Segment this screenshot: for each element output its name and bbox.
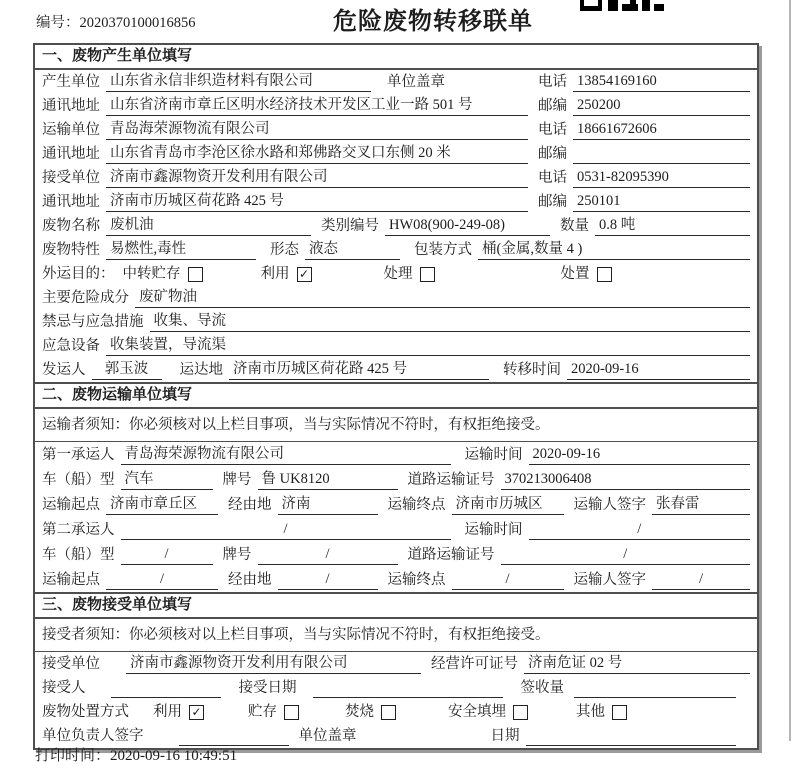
route2-end-value: /: [452, 570, 564, 590]
row-equipment: [35, 334, 757, 358]
purpose-utilize-label: 利用: [260, 266, 290, 282]
receiver-label: 接受单位: [42, 170, 100, 186]
row-vehicle1: [35, 467, 757, 492]
print-time-label: 打印时间：: [35, 748, 111, 764]
disposal-option-other: [576, 703, 627, 722]
waste-code-label: 类别编号: [321, 218, 379, 234]
vehicle2-value: /: [121, 545, 213, 565]
disposal-other-checkbox: [612, 705, 627, 720]
serial-label: 编号：: [36, 15, 80, 31]
acceptor-value: [111, 679, 221, 698]
receiver-address-value: 济南市历城区荷花路 425 号: [106, 192, 528, 212]
disposal-option-incinerate: [345, 703, 396, 722]
unit-stamp-label: 单位盖章: [298, 728, 357, 744]
receive-permit-label: 经营许可证号: [431, 656, 518, 672]
purpose-option-treat: [384, 265, 435, 284]
route2-via-value: /: [278, 570, 378, 590]
hazard-label: 主要危险成分: [42, 290, 129, 306]
waste-form-label: 形态: [270, 242, 299, 258]
acceptor-label: 接受人: [42, 680, 86, 696]
row-measures: [35, 310, 757, 334]
producer-phone-value: 13854169160: [573, 72, 750, 92]
waste-props-label: 废物特性: [42, 242, 100, 258]
route2-end-label: 运输终点: [387, 572, 446, 588]
row-dispatch: [35, 358, 757, 382]
row-vehicle2: [35, 542, 757, 567]
receiver-phone-value: 0531-82095390: [573, 168, 750, 188]
serial-value: 2020370100016856: [79, 15, 196, 31]
vehicle1-label: 车（船）型: [42, 472, 115, 488]
row-receiver: [35, 166, 757, 190]
disposal-incinerate-checkbox: [381, 705, 396, 720]
page-title: 危险废物转移联单: [333, 9, 533, 35]
dispatch-time-value: 2020-09-16: [567, 360, 750, 380]
vehicle1-plate-value: 鲁 UK8120: [258, 470, 398, 490]
receiver-zip-group: [538, 192, 750, 212]
route2-sign-value: /: [652, 570, 750, 590]
disposal-option-landfill: [448, 703, 528, 722]
transporter-zip-group: [538, 145, 750, 164]
carrier2-value: /: [121, 520, 451, 540]
purpose-label: 外运目的：: [42, 266, 115, 282]
carrier2-time-label: 运输时间: [464, 522, 523, 538]
section-transport: [35, 384, 757, 594]
waste-name-label: 废物名称: [42, 218, 100, 234]
disposal-store-label: 贮存: [248, 704, 277, 720]
receiver-zip-value: 250101: [573, 192, 750, 212]
vehicle1-cert-value: 370213006408: [501, 470, 751, 490]
row-waste-props: [35, 238, 757, 262]
carrier1-time-label: 运输时间: [464, 447, 523, 463]
accept-qty-value: [574, 679, 736, 698]
route1-sign-value: 张春雷: [652, 495, 750, 515]
waste-qty-value: 0.8 吨: [595, 216, 750, 236]
purpose-transfer-label: 中转贮存: [122, 266, 181, 282]
receive-unit-label: 接受单位: [42, 656, 100, 672]
dispatch-person-value: 郭玉波: [92, 360, 162, 380]
purpose-utilize-checkbox: ✓: [297, 267, 312, 282]
producer-value: 山东省永信非织造材料有限公司: [106, 72, 371, 92]
carrier2-time-value: /: [529, 520, 751, 540]
producer-label: 产生单位: [42, 74, 100, 90]
route1-via-label: 经由地: [228, 497, 272, 513]
dispatch-person-label: 发运人: [42, 362, 86, 378]
vehicle2-cert-value: /: [501, 545, 751, 565]
route2-sign-label: 运输人签字: [573, 572, 646, 588]
accept-qty-label: 签收量: [520, 680, 564, 696]
purpose-option-transfer: [123, 265, 203, 284]
transporter-zip-label: 邮编: [538, 146, 567, 162]
section2-header: 二、废物运输单位填写: [35, 384, 757, 409]
transporter-phone-label: 电话: [538, 122, 567, 138]
row-transporter: [35, 118, 757, 142]
accept-date-value: [313, 679, 503, 698]
hazard-value: 废矿物油: [135, 288, 750, 308]
vehicle2-plate-value: /: [258, 545, 398, 565]
row-purpose: [35, 262, 757, 286]
transporter-address-label: 通讯地址: [42, 146, 100, 162]
disposal-incinerate-label: 焚烧: [345, 704, 374, 720]
purpose-treat-checkbox: [420, 267, 435, 282]
route2-via-label: 经由地: [228, 572, 272, 588]
waste-form-value: 液态: [305, 240, 400, 260]
row-waste-name: [35, 214, 757, 238]
route1-end-value: 济南市历城区: [452, 495, 564, 515]
row-hazard: [35, 286, 757, 310]
transporter-label: 运输单位: [42, 122, 100, 138]
purpose-treat-label: 处理: [383, 266, 413, 282]
producer-zip-group: [538, 96, 750, 116]
route2-start-value: /: [106, 570, 218, 590]
transporter-zip-value: [573, 145, 750, 164]
sign-date-label: 日期: [490, 728, 520, 744]
section-producer: [35, 45, 757, 384]
route2-start-label: 运输起点: [42, 572, 100, 588]
producer-zip-label: 邮编: [538, 98, 567, 114]
waste-pack-value: 桶(金属,数量 4 ): [478, 240, 750, 260]
row-receive-unit: [35, 652, 757, 676]
purpose-dispose-label: 处置: [560, 266, 590, 282]
producer-address-value: 山东省济南市章丘区明水经济技术开发区工业一路 501 号: [106, 96, 528, 116]
equipment-label: 应急设备: [42, 338, 100, 354]
row-receiver-address: [35, 190, 757, 214]
page-edge-divider: [789, 0, 791, 741]
measures-label: 禁忌与应急措施: [42, 314, 144, 330]
purpose-option-dispose: [561, 265, 612, 284]
print-time-line: [35, 744, 237, 765]
disposal-landfill-label: 安全填埋: [448, 704, 506, 720]
transporter-value: 青岛海荣源物流有限公司: [106, 120, 528, 140]
row-route1: [35, 492, 757, 517]
row-disposal: [35, 700, 757, 724]
receive-notice: 接受者须知：你必须核对以上栏目事项，当与实际情况不符时，有权拒绝接受。: [35, 619, 757, 652]
route1-via-value: 济南: [278, 495, 378, 515]
vehicle2-plate-label: 牌号: [222, 547, 252, 563]
dispatch-time-label: 转移时间: [503, 362, 561, 378]
section-receive: [35, 594, 757, 748]
disposal-store-checkbox: [284, 705, 299, 720]
receiver-zip-label: 邮编: [538, 194, 567, 210]
print-time-value: 2020-09-16 10:49:51: [110, 748, 238, 764]
serial-number-line: [36, 11, 196, 32]
row-carrier2: [35, 517, 757, 542]
section3-header: 三、废物接受单位填写: [35, 594, 757, 619]
transporter-phone-group: [538, 120, 750, 140]
section1-header: 一、废物产生单位填写: [35, 45, 757, 70]
row-route2: [35, 567, 757, 592]
measures-value: 收集、导流: [150, 312, 751, 332]
producer-phone-label: 电话: [538, 74, 567, 90]
transport-notice: 运输者须知：你必须核对以上栏目事项，当与实际情况不符时，有权拒绝接受。: [35, 409, 757, 442]
carrier1-value: 青岛海荣源物流有限公司: [121, 445, 451, 465]
route1-sign-label: 运输人签字: [573, 497, 646, 513]
route1-start-value: 济南市章丘区: [106, 495, 218, 515]
producer-stamp-label: 单位盖章: [387, 74, 445, 90]
row-producer: [35, 70, 757, 94]
row-producer-address: [35, 94, 757, 118]
disposal-option-store: [248, 703, 299, 722]
disposal-label: 废物处置方式: [42, 704, 129, 720]
purpose-transfer-checkbox: [188, 267, 203, 282]
waste-name-value: 废机油: [106, 216, 311, 236]
vehicle2-cert-label: 道路运输证号: [407, 547, 495, 563]
row-acceptor: [35, 676, 757, 700]
disposal-other-label: 其他: [576, 704, 605, 720]
waste-pack-label: 包装方式: [414, 242, 472, 258]
accept-date-label: 接受日期: [238, 680, 297, 696]
route1-start-label: 运输起点: [42, 497, 100, 513]
receive-permit-value: 济南危证 02 号: [524, 654, 750, 674]
dispatch-dest-value: 济南市历城区荷花路 425 号: [229, 360, 489, 380]
disposal-option-utilize: [153, 703, 204, 722]
producer-phone-group: [538, 72, 750, 92]
disposal-landfill-checkbox: [513, 705, 528, 720]
signature-label: 单位负责人签字: [42, 728, 144, 744]
vehicle2-label: 车（船）型: [42, 547, 115, 563]
vehicle1-cert-label: 道路运输证号: [407, 472, 495, 488]
transporter-address-value: 山东省青岛市李沧区徐水路和郑佛路交叉口东侧 20 米: [106, 144, 528, 164]
purpose-dispose-checkbox: [597, 267, 612, 282]
dispatch-dest-label: 运达地: [179, 362, 223, 378]
qr-code-fragment: [580, 0, 664, 11]
manifest-form: [33, 43, 759, 750]
row-transporter-address: [35, 142, 757, 166]
disposal-utilize-checkbox: ✓: [189, 705, 204, 720]
waste-code-value: HW08(900-249-08): [385, 216, 550, 236]
waste-qty-label: 数量: [560, 218, 589, 234]
producer-zip-value: 250200: [573, 96, 750, 116]
equipment-value: 收集装置，导流渠: [106, 336, 750, 356]
row-carrier1: [35, 442, 757, 467]
receiver-value: 济南市鑫源物资开发利用有限公司: [106, 168, 528, 188]
sign-date-value: [526, 727, 737, 746]
receive-unit-value: 济南市鑫源物资开发利用有限公司: [126, 654, 421, 674]
producer-address-label: 通讯地址: [42, 98, 100, 114]
route1-end-label: 运输终点: [387, 497, 446, 513]
carrier1-label: 第一承运人: [42, 447, 115, 463]
carrier1-time-value: 2020-09-16: [529, 445, 751, 465]
receiver-phone-label: 电话: [538, 170, 567, 186]
disposal-utilize-label: 利用: [153, 704, 182, 720]
receiver-address-label: 通讯地址: [42, 194, 100, 210]
waste-props-value: 易燃性,毒性: [106, 240, 256, 260]
carrier2-label: 第二承运人: [42, 522, 115, 538]
purpose-option-utilize: [261, 265, 312, 284]
vehicle1-value: 汽车: [121, 470, 213, 490]
receiver-phone-group: [538, 168, 750, 188]
transporter-phone-value: 18661672606: [573, 120, 750, 140]
vehicle1-plate-label: 牌号: [222, 472, 252, 488]
